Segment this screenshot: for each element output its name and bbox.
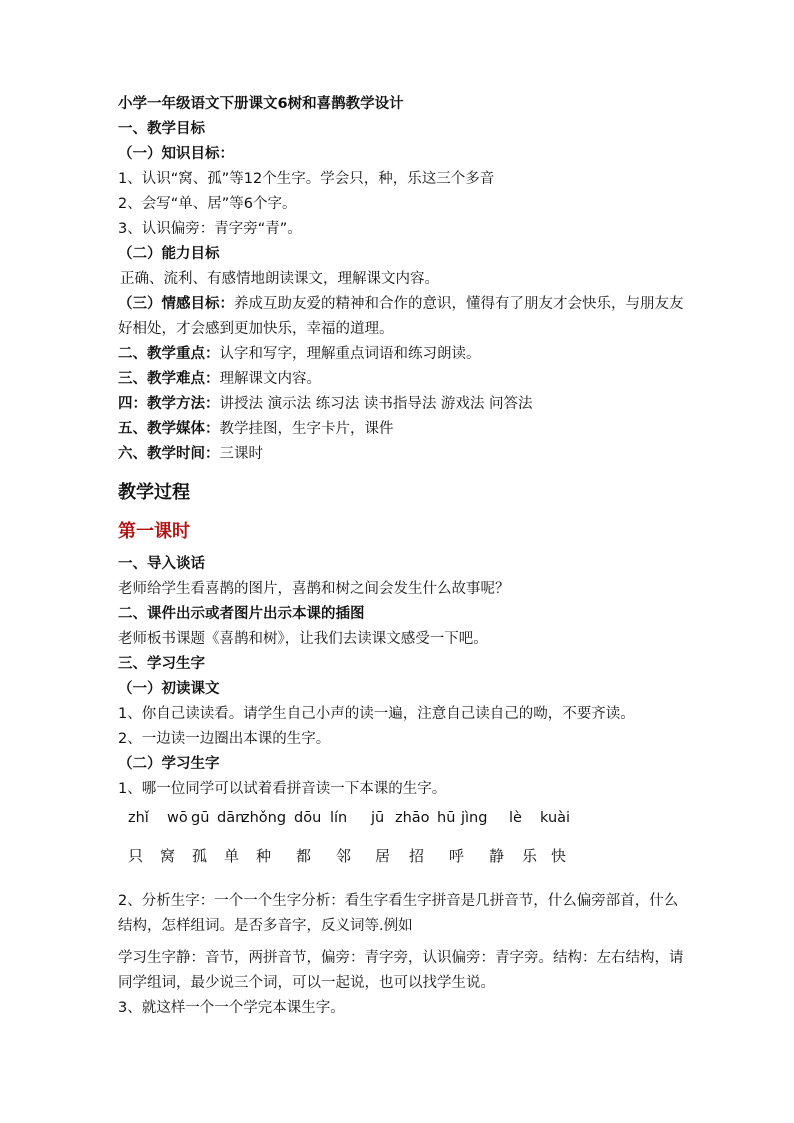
new-character: 快 <box>551 847 567 865</box>
pinyin-syllable: kuài <box>540 810 571 826</box>
subsection-knowledge-goals: （一）知识目标： <box>118 146 234 162</box>
pinyin-row <box>118 810 688 832</box>
time-text: 三课时 <box>219 446 263 462</box>
pinyin-syllable: zhǒng <box>242 810 287 826</box>
pinyin-syllable: jìng <box>461 810 488 826</box>
first-reading-item: 1、你自己读读看。请学生自己小声的读一遍，注意自己读自己的呦，不要齐读。 <box>118 706 635 722</box>
new-character: 窝 <box>160 847 176 865</box>
step-characters-heading: 三、学习生字 <box>118 656 205 672</box>
pinyin-syllable: hū <box>437 810 456 826</box>
new-character: 乐 <box>522 847 538 865</box>
pinyin-syllable: dān <box>217 810 245 826</box>
new-character: 静 <box>489 847 505 865</box>
learn-characters-example: 学习生字静：音节，两拼音节，偏旁：青字旁，认识偏旁：青字旁。结构：左右结构，请同学组词，最少说三个词，可以一起说，也可以找学生说。 <box>118 950 684 991</box>
pinyin-syllable: wō <box>167 810 188 826</box>
key-points-heading: 二、教学重点： <box>118 346 220 362</box>
learn-characters-item: 1、哪一位同学可以试着看拼音读一下本课的生字。 <box>118 781 447 797</box>
new-character: 单 <box>224 847 240 865</box>
methods-heading: 四：教学方法： <box>118 396 220 412</box>
pinyin-syllable: zhǐ <box>128 810 149 826</box>
spacer <box>118 939 688 946</box>
pinyin-syllable: zhāo <box>395 810 430 826</box>
difficulty-text: 理解课文内容。 <box>219 371 321 387</box>
emotion-goal-paragraph <box>118 292 688 342</box>
key-points-text: 认字和写字，理解重点词语和练习朗读。 <box>219 346 481 362</box>
media-heading: 五、教学媒体： <box>118 421 220 437</box>
document-title: 小学一年级语文下册课文6树和喜鹊教学设计 <box>118 96 404 112</box>
subsection-ability-goals: （二）能力目标 <box>118 246 220 262</box>
process-title: 教学过程 <box>118 482 190 503</box>
ability-goal-text: 正确、流利、有感情地朗读课文，理解课文内容。 <box>120 271 439 287</box>
key-points-line <box>118 342 688 367</box>
pinyin-syllable: jū <box>371 810 385 826</box>
pinyin-syllable: gū <box>191 810 210 826</box>
media-line <box>118 417 688 442</box>
new-character: 招 <box>409 847 425 865</box>
step-illustration-text: 老师板书课题《喜鹊和树》，让我们去读课文感受一下吧。 <box>118 631 488 647</box>
knowledge-goal-item: 2、会写“单、居”等6个字。 <box>118 196 297 212</box>
first-reading-item: 2、一边读一边圈出本课的生字。 <box>118 731 331 747</box>
new-character: 呼 <box>449 847 465 865</box>
new-character: 只 <box>128 847 144 865</box>
time-heading: 六、教学时间： <box>118 446 220 462</box>
media-text: 教学挂图，生字卡片，课件 <box>219 421 394 437</box>
pinyin-syllable: lín <box>330 810 348 826</box>
methods-line <box>118 392 688 417</box>
step-intro-text: 老师给学生看喜鹊的图片，喜鹊和树之间会发生什么故事呢？ <box>118 581 510 597</box>
emotion-goal-text: 养成互助友爱的精神和合作的意识，懂得有了朋友才会快乐，与朋友友好相处，才会感到更加快乐，幸福的道理。 <box>118 296 684 337</box>
time-line <box>118 442 688 467</box>
emotion-goal-heading: （三）情感目标： <box>118 296 234 312</box>
new-character: 种 <box>256 847 272 865</box>
knowledge-goal-item: 1、认识“窝、孤”等12个生字。学会只，种，乐这三个多音 <box>118 171 495 187</box>
learn-characters-item: 3、就这样一个一个学完本课生字。 <box>118 1000 345 1016</box>
difficulty-line <box>118 367 688 392</box>
step-intro-heading: 一、导入谈话 <box>118 556 205 572</box>
step-illustration-heading: 二、课件出示或者图片出示本课的插图 <box>118 606 365 622</box>
new-character: 孤 <box>192 847 208 865</box>
learn-characters-item: 2、分析生字：一个一个生字分析：看生字看生字拼音是几拼音节，什么偏旁部首，什么结构，怎样组词。是否多音字，反义词等.例如 <box>118 893 679 934</box>
section-teaching-goals: 一、教学目标 <box>118 121 205 137</box>
lesson-one-title: 第一课时 <box>118 521 190 542</box>
document-page <box>118 92 688 1021</box>
new-character: 都 <box>296 847 312 865</box>
first-reading-heading: （一）初读课文 <box>118 681 220 697</box>
knowledge-goal-item: 3、认识偏旁：青字旁“青”。 <box>118 221 302 237</box>
pinyin-syllable: lè <box>509 810 522 826</box>
learn-characters-heading: （二）学习生字 <box>118 756 220 772</box>
pinyin-syllable: dōu <box>294 810 322 826</box>
difficulty-heading: 三、教学难点： <box>118 371 220 387</box>
methods-text: 讲授法 演示法 练习法 读书指导法 游戏法 问答法 <box>219 396 533 412</box>
new-character: 居 <box>375 847 391 865</box>
characters-row <box>118 845 688 867</box>
new-character: 邻 <box>336 847 352 865</box>
